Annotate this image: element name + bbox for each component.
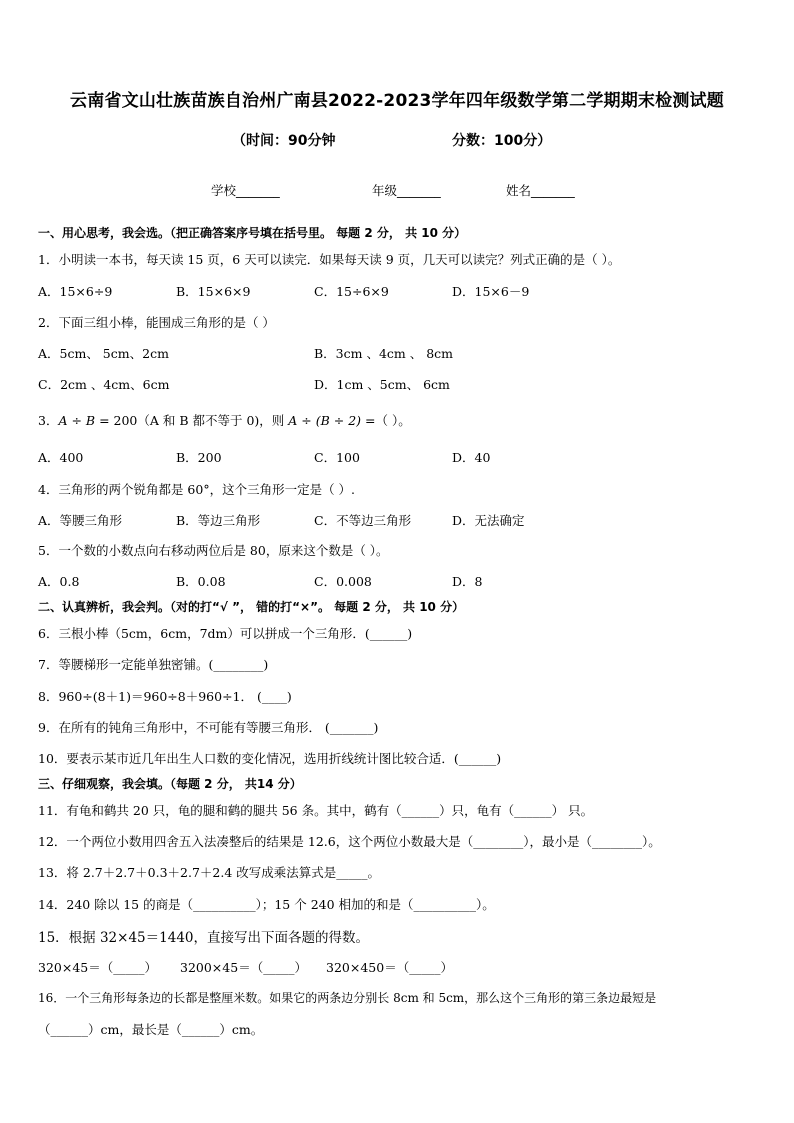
- question-12: 12．一个两位小数用四舍五入法凑整后的结果是 12.6，这个两位小数最大是（________），最小是（________）。: [38, 834, 661, 849]
- question-16: 16．一个三角形每条边的长都是整厘米数。如果它的两条边分别长 8cm 和 5cm，那么这个三角形的第三条边最短是: [38, 991, 657, 1005]
- question-2: 2．下面三组小棒，能围成三角形的是（ ）: [38, 315, 275, 330]
- question-15: 15．根据 32×45＝1440，直接写出下面各题的得数。: [38, 930, 369, 946]
- section-3-heading: 三、仔细观察，我会填。（每题 2 分， 共14 分）: [38, 777, 302, 791]
- q3-option-a[interactable]: A．400: [38, 450, 84, 465]
- q1-option-a[interactable]: A．15×6÷9: [38, 284, 113, 299]
- q5-option-b[interactable]: B．0.08: [176, 574, 226, 589]
- q4-option-c[interactable]: C．不等边三角形: [314, 513, 412, 528]
- q3-expression-1: A ÷ B: [58, 413, 96, 428]
- q4-option-d[interactable]: D．无法确定: [452, 513, 525, 528]
- q2-option-c[interactable]: C．2cm 、4cm、6cm: [38, 377, 170, 392]
- question-6: 6．三根小棒（5cm，6cm，7dm）可以拼成一个三角形．(______): [38, 626, 413, 641]
- q3-expression-2: A ÷ (B ÷ 2): [288, 413, 362, 428]
- q3-text: = 200（A 和 B 都不等于 0)，则: [95, 413, 289, 428]
- q15-item-3: 320×450＝（_____）: [326, 960, 453, 975]
- question-16-continued: （______）cm，最长是（______）cm。: [38, 1022, 264, 1037]
- question-7: 7．等腰梯形一定能单独密铺。(________): [38, 657, 269, 672]
- exam-time: （时间：90分钟: [232, 133, 336, 149]
- q2-option-b[interactable]: B．3cm 、4cm 、 8cm: [314, 346, 454, 361]
- question-14: 14．240 除以 15 的商是（__________）；15 个 240 相加的和是（__________）。: [38, 897, 495, 912]
- name-field[interactable]: 姓名_______: [506, 183, 575, 198]
- question-9: 9．在所有的钝角三角形中，不可能有等腰三角形． (_______): [38, 720, 379, 735]
- q15-item-2: 3200×45＝（_____）: [180, 960, 307, 975]
- question-1: 1．小明读一本书，每天读 15 页，6 天可以读完．如果每天读 9 页，几天可以读完？列式正确的是（ ）。: [38, 252, 621, 267]
- question-10: 10．要表示某市近几年出生人口数的变化情况，选用折线统计图比较合适．(______): [38, 751, 502, 766]
- q3-option-b[interactable]: B．200: [176, 450, 222, 465]
- q15-item-1: 320×45＝（_____）: [38, 960, 157, 975]
- q5-option-d[interactable]: D．8: [452, 574, 483, 589]
- grade-field[interactable]: 年级_______: [372, 183, 441, 198]
- school-field[interactable]: 学校_______: [211, 183, 280, 198]
- question-5: 5．一个数的小数点向右移动两位后是 80，原来这个数是（ ）。: [38, 543, 389, 558]
- q3-answer-blank: =（ ）。: [361, 413, 411, 428]
- question-4: 4．三角形的两个锐角都是 60°，这个三角形一定是（ ）.: [38, 482, 356, 497]
- section-2-heading: 二、认真辨析，我会判。（对的打“√ ”， 错的打“×”。 每题 2 分， 共 10 分）: [38, 600, 465, 614]
- q3-option-c[interactable]: C．100: [314, 450, 360, 465]
- q1-option-b[interactable]: B．15×6×9: [176, 284, 251, 299]
- q4-option-b[interactable]: B．等边三角形: [176, 513, 261, 528]
- q5-option-c[interactable]: C．0.008: [314, 574, 372, 589]
- exam-title: 云南省文山壮族苗族自治州广南县2022-2023学年四年级数学第二学期期末检测试题: [70, 91, 724, 111]
- q5-option-a[interactable]: A．0.8: [38, 574, 80, 589]
- q1-option-c[interactable]: C．15÷6×9: [314, 284, 389, 299]
- q3-number: 3．: [38, 413, 59, 428]
- q2-option-a[interactable]: A．5cm、 5cm、2cm: [38, 346, 169, 361]
- question-13: 13．将 2.7＋2.7＋0.3＋2.7＋2.4 改写成乘法算式是_____。: [38, 865, 380, 880]
- section-1-heading: 一、用心思考，我会选。（把正确答案序号填在括号里。 每题 2 分， 共 10 分）: [38, 226, 467, 240]
- q2-option-d[interactable]: D．1cm 、5cm、 6cm: [314, 377, 450, 392]
- question-8: 8．960÷(8＋1)＝960÷8＋960÷1． (____): [38, 689, 292, 704]
- q1-option-d[interactable]: D．15×6－9: [452, 284, 530, 299]
- question-3: [38, 411, 411, 429]
- exam-score: 分数：100分）: [452, 133, 552, 149]
- question-11: 11．有龟和鹤共 20 只，龟的腿和鹤的腿共 56 条。其中，鹤有（______）只，龟有（______） 只。: [38, 803, 594, 818]
- q4-option-a[interactable]: A．等腰三角形: [38, 513, 123, 528]
- q3-option-d[interactable]: D．40: [452, 450, 491, 465]
